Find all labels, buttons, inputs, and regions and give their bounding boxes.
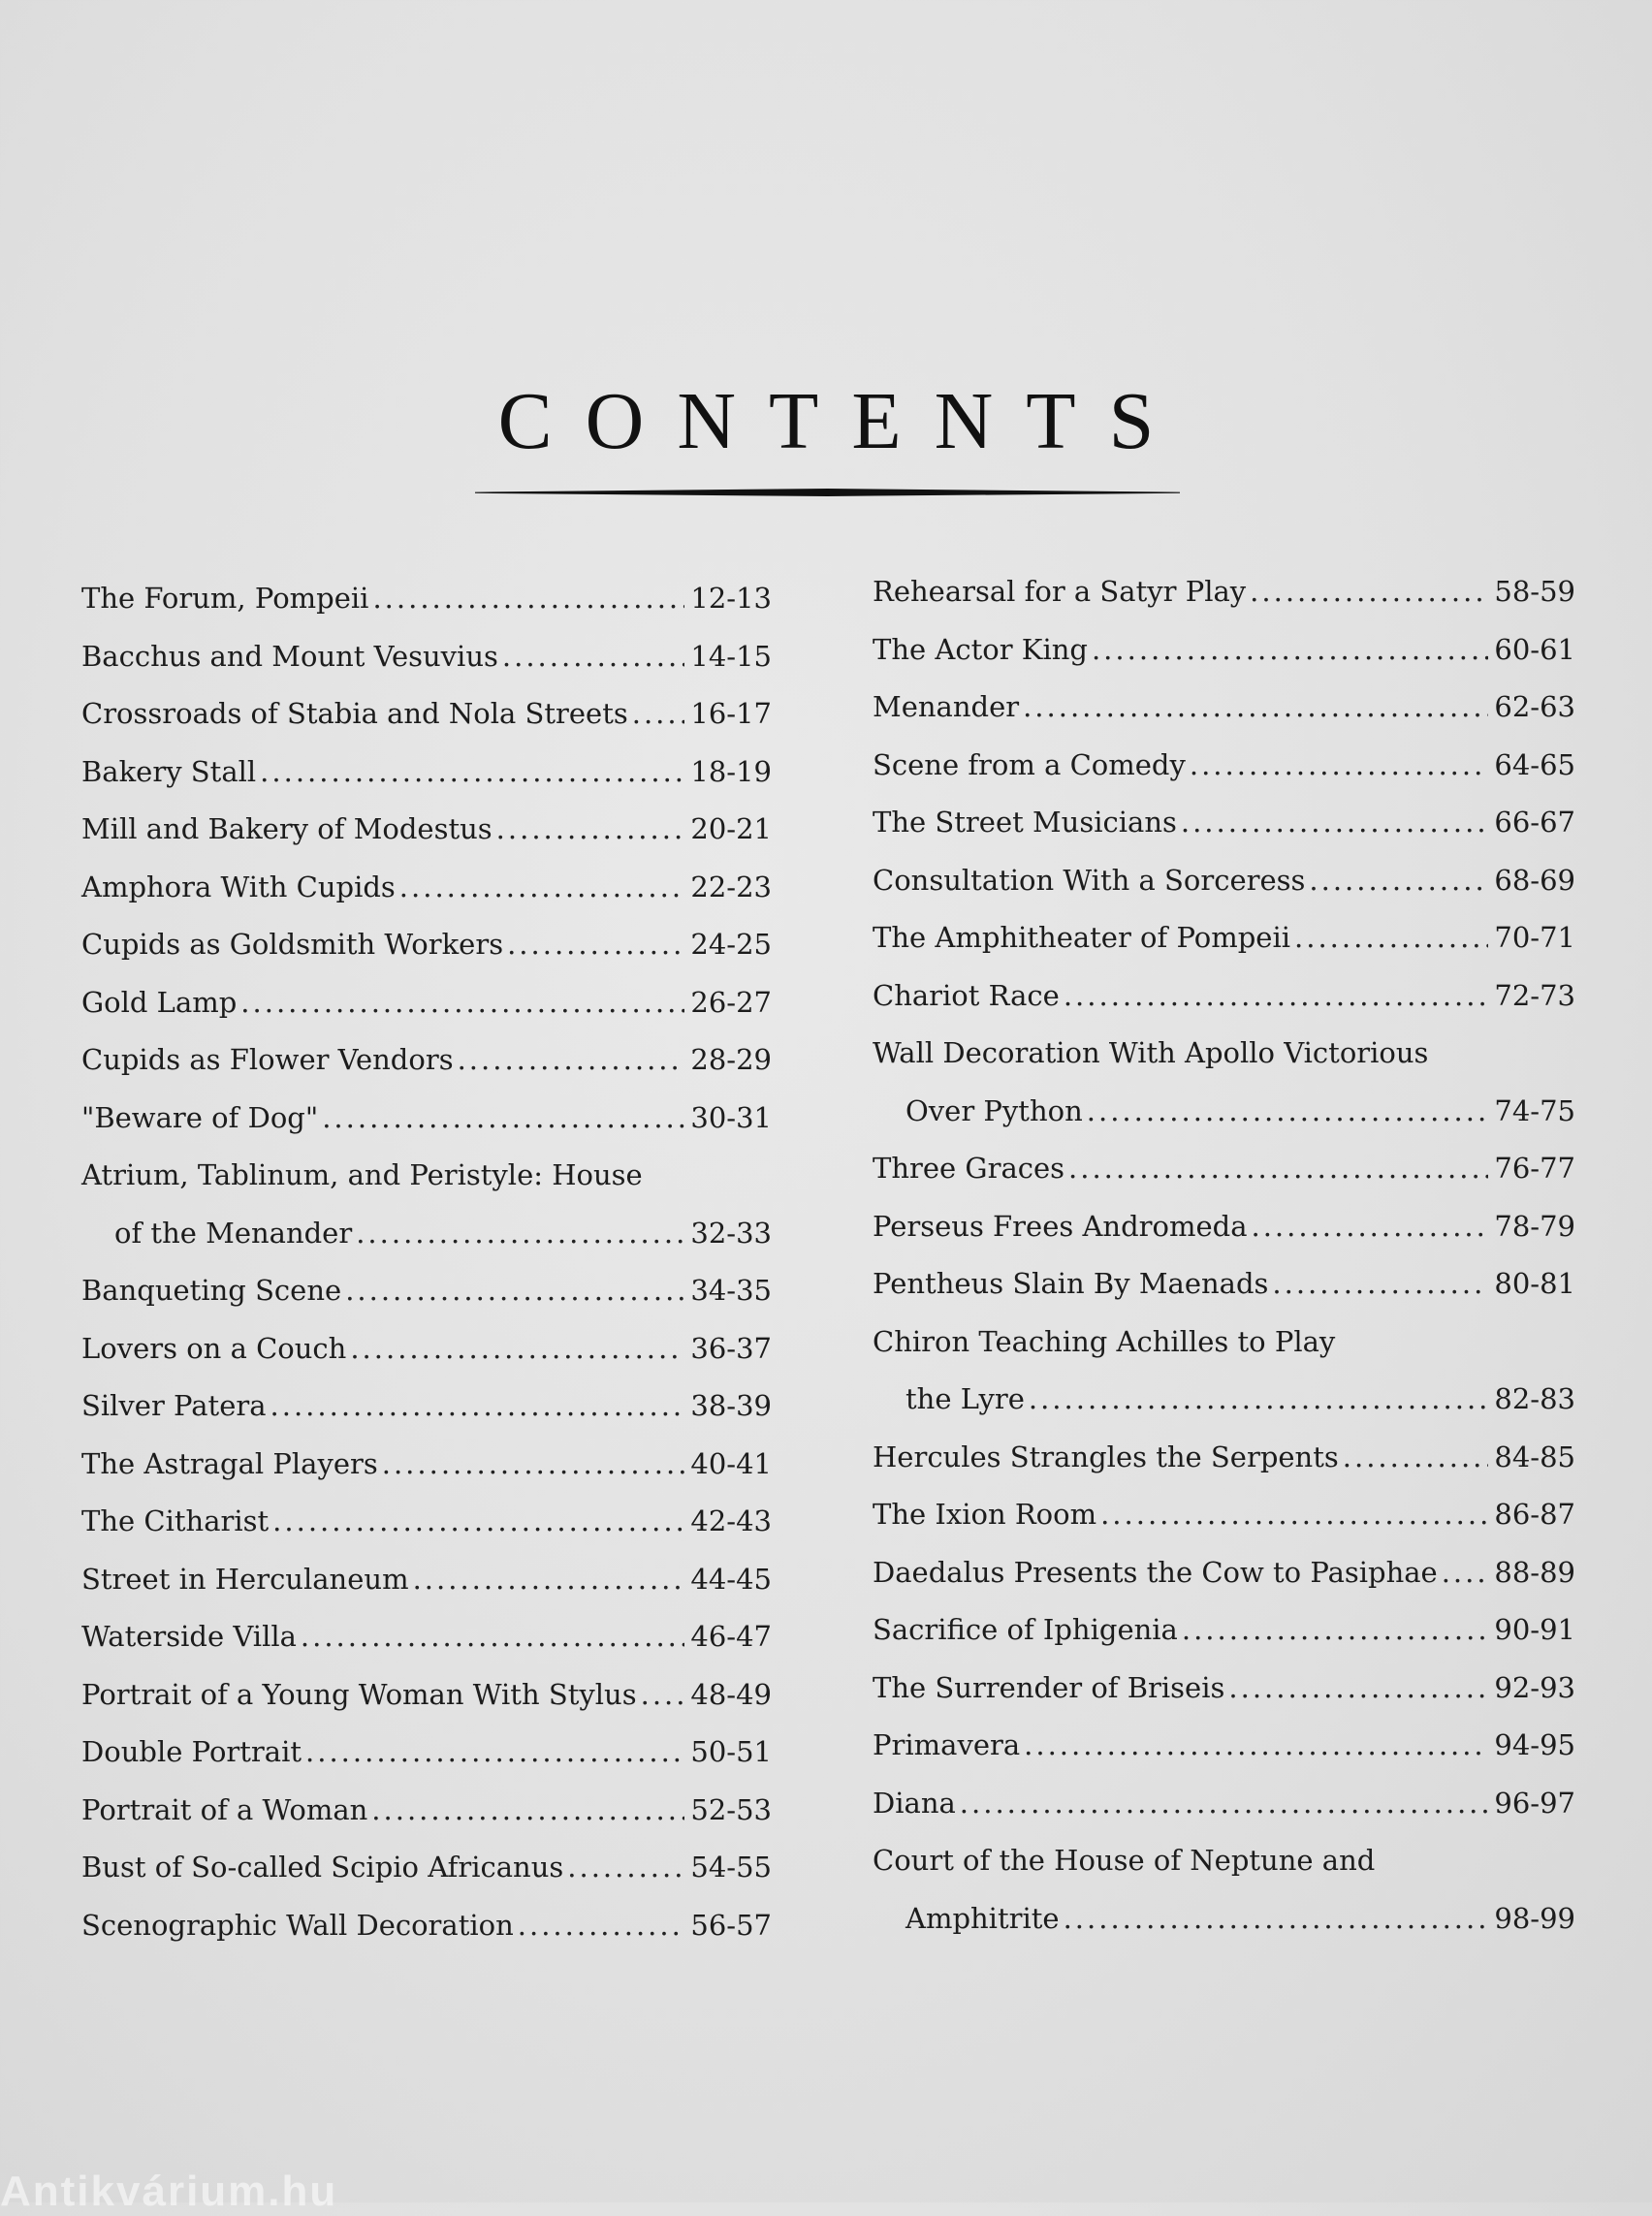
toc-entry-pages: 88-89: [1494, 1555, 1575, 1589]
toc-entry: [873, 1440, 1575, 1499]
toc-entry: [873, 1728, 1575, 1787]
toc-entry-title: Over Python: [905, 1093, 1083, 1127]
toc-entry-pages: 58-59: [1494, 575, 1575, 608]
toc-entry-title: Hercules Strangles the Serpents: [873, 1440, 1339, 1473]
toc-entry: [873, 1844, 1575, 1902]
toc-entry: [81, 755, 772, 813]
toc-entry: [873, 864, 1575, 922]
toc-entry-pages: 32-33: [690, 1216, 772, 1250]
dot-leader: [1068, 1152, 1488, 1185]
dot-leader: [272, 1504, 684, 1537]
toc-entry: [81, 928, 772, 986]
dot-leader: [356, 1217, 684, 1250]
toc-entry: [873, 1267, 1575, 1325]
toc-entry-title: Sacrifice of Iphigenia: [873, 1613, 1178, 1646]
toc-entry-pages: 14-15: [690, 639, 772, 673]
toc-entry-title: Cupids as Goldsmith Workers: [81, 928, 504, 961]
toc-entry-pages: 66-67: [1494, 806, 1575, 839]
toc-entry: [81, 1389, 772, 1447]
toc-entry-pages: 54-55: [690, 1851, 772, 1884]
dot-leader: [567, 1851, 684, 1884]
toc-entry: [81, 1793, 772, 1852]
toc-entry-title: of the Menander: [114, 1216, 353, 1250]
dot-leader: [1343, 1440, 1489, 1473]
toc-entry-title: Daedalus Presents the Cow to Pasiphae: [873, 1555, 1438, 1589]
toc-entry: [873, 1498, 1575, 1556]
toc-entry-title: Bust of So-called Scipio Africanus: [81, 1851, 564, 1884]
toc-entry: [873, 690, 1575, 748]
toc-entry: [873, 921, 1575, 979]
toc-entry: [81, 1158, 772, 1217]
toc-entry-title: Primavera: [873, 1728, 1021, 1761]
toc-entry-title: Scenographic Wall Decoration: [81, 1908, 514, 1942]
toc-entry-pages: 44-45: [690, 1562, 772, 1596]
dot-leader: [1029, 1382, 1489, 1415]
dot-leader: [502, 640, 685, 673]
page-title: CONTENTS: [497, 376, 1188, 467]
dot-leader: [1100, 1498, 1488, 1531]
toc-entry-pages: 22-23: [690, 870, 772, 903]
toc-entry-pages: 20-21: [690, 812, 772, 845]
toc-entry: [873, 979, 1575, 1037]
dot-leader: [382, 1447, 685, 1480]
toc-entry: [81, 582, 772, 640]
dot-leader: [1181, 806, 1489, 839]
toc-entry: [873, 1902, 1575, 1960]
toc-entry-title: Bakery Stall: [81, 754, 257, 788]
toc-entry-pages: 92-93: [1494, 1670, 1575, 1704]
toc-entry-pages: 94-95: [1494, 1728, 1575, 1761]
toc-entry-title: Chariot Race: [873, 978, 1060, 1012]
toc-entry: [81, 1043, 772, 1101]
toc-entry-title: Double Portrait: [81, 1735, 302, 1768]
toc-entry-title: Rehearsal for a Satyr Play: [873, 575, 1247, 608]
toc-entry-pages: 72-73: [1494, 978, 1575, 1012]
toc-entry-pages: 62-63: [1494, 690, 1575, 723]
toc-entry: [81, 1332, 772, 1390]
toc-entry-pages: 16-17: [690, 697, 772, 730]
dot-leader: [1023, 690, 1488, 723]
toc-entry-pages: 42-43: [690, 1504, 772, 1537]
toc-entry-pages: 96-97: [1494, 1786, 1575, 1820]
toc-entry-title: Lovers on a Couch: [81, 1331, 347, 1365]
toc-entry-pages: 52-53: [690, 1792, 772, 1826]
toc-entry-pages: 18-19: [690, 754, 772, 788]
dot-leader: [413, 1563, 685, 1596]
dot-leader: [1250, 575, 1488, 608]
toc-entry-title: Chiron Teaching Achilles to Play: [873, 1324, 1336, 1358]
dot-leader: [1442, 1556, 1489, 1589]
toc-entry: [873, 1671, 1575, 1729]
toc-entry-title: Court of the House of Neptune and: [873, 1844, 1376, 1877]
toc-entry-pages: 70-71: [1494, 921, 1575, 954]
dot-leader: [305, 1735, 684, 1768]
dot-leader: [632, 697, 685, 730]
toc-entry-title: Three Graces: [873, 1152, 1065, 1185]
toc-entry-title: Gold Lamp: [81, 985, 238, 1019]
dot-leader: [960, 1787, 1489, 1820]
dot-leader: [1272, 1267, 1488, 1300]
toc-entry: [873, 748, 1575, 807]
toc-entry-title: Mill and Bakery of Modestus: [81, 812, 492, 845]
dot-leader: [1309, 864, 1488, 897]
toc-entry: [81, 640, 772, 698]
toc-entry-title: Banqueting Scene: [81, 1274, 342, 1307]
toc-entry-title: Amphitrite: [905, 1901, 1060, 1935]
dot-leader: [260, 755, 684, 788]
dot-leader: [1024, 1728, 1488, 1761]
toc-entry-title: The Actor King: [873, 632, 1088, 666]
toc-entry-pages: 24-25: [690, 928, 772, 961]
toc-entry-pages: 86-87: [1494, 1498, 1575, 1531]
toc-entry-pages: 90-91: [1494, 1613, 1575, 1646]
toc-entry-title: Cupids as Flower Vendors: [81, 1043, 454, 1076]
toc-entry-title: Diana: [873, 1786, 956, 1820]
dot-leader: [641, 1678, 685, 1711]
toc-entry-title: Amphora With Cupids: [81, 870, 396, 903]
toc-entry: [81, 1274, 772, 1332]
contents-left-column: [81, 582, 772, 1966]
dot-leader: [350, 1332, 684, 1365]
toc-entry-pages: 68-69: [1494, 863, 1575, 897]
toc-entry-pages: 30-31: [690, 1100, 772, 1134]
toc-entry-title: Crossroads of Stabia and Nola Streets: [81, 697, 628, 730]
toc-entry-pages: 74-75: [1494, 1093, 1575, 1127]
toc-entry-title: Pentheus Slain By Maenads: [873, 1267, 1269, 1300]
toc-entry: [81, 1101, 772, 1159]
toc-entry-pages: 78-79: [1494, 1209, 1575, 1243]
toc-entry-title: the Lyre: [905, 1382, 1025, 1415]
toc-entry-title: The Astragal Players: [81, 1446, 378, 1480]
toc-entry-title: Menander: [873, 690, 1020, 723]
toc-entry-title: Atrium, Tablinum, and Peristyle: House: [81, 1158, 643, 1191]
toc-entry: [873, 633, 1575, 691]
toc-entry: [873, 1152, 1575, 1210]
toc-entry-pages: 80-81: [1494, 1267, 1575, 1300]
toc-entry: [873, 1382, 1575, 1440]
toc-entry-pages: 64-65: [1494, 747, 1575, 781]
toc-entry-pages: 60-61: [1494, 632, 1575, 666]
dot-leader: [399, 871, 685, 903]
toc-entry: [873, 1787, 1575, 1845]
toc-entry: [81, 1735, 772, 1793]
toc-entry-title: Portrait of a Woman: [81, 1792, 368, 1826]
dot-leader: [240, 986, 684, 1019]
toc-entry: [873, 1094, 1575, 1153]
toc-entry: [873, 806, 1575, 864]
toc-entry: [81, 1678, 772, 1736]
toc-entry-pages: 12-13: [690, 582, 772, 615]
dot-leader: [507, 928, 684, 961]
toc-entry-pages: 34-35: [690, 1274, 772, 1307]
toc-entry: [81, 1217, 772, 1275]
dot-leader: [518, 1909, 685, 1942]
dot-leader: [458, 1043, 685, 1076]
dot-leader: [372, 582, 684, 615]
toc-entry-title: Portrait of a Young Woman With Stylus: [81, 1677, 637, 1711]
toc-entry-pages: 50-51: [690, 1735, 772, 1768]
toc-entry: [873, 1325, 1575, 1383]
toc-entry: [81, 812, 772, 871]
dot-leader: [371, 1793, 684, 1826]
toc-entry-pages: 40-41: [690, 1446, 772, 1480]
toc-entry-title: Silver Patera: [81, 1389, 267, 1422]
toc-entry: [81, 986, 772, 1044]
toc-entry-pages: 48-49: [690, 1677, 772, 1711]
dot-leader: [1294, 921, 1488, 954]
toc-entry-pages: 26-27: [690, 985, 772, 1019]
dot-leader: [1182, 1613, 1489, 1646]
toc-entry-title: Waterside Villa: [81, 1620, 297, 1653]
toc-entry-pages: 38-39: [690, 1389, 772, 1422]
toc-entry-title: The Street Musicians: [873, 806, 1177, 839]
watermark: Antikvárium.hu: [0, 2168, 338, 2215]
toc-entry-pages: 98-99: [1494, 1901, 1575, 1935]
toc-entry-pages: 36-37: [690, 1331, 772, 1365]
toc-entry-title: Bacchus and Mount Vesuvius: [81, 639, 498, 673]
toc-entry-title: The Ixion Room: [873, 1498, 1097, 1531]
toc-entry: [873, 1210, 1575, 1268]
toc-entry: [81, 697, 772, 755]
dot-leader: [496, 812, 685, 845]
toc-entry: [873, 575, 1575, 633]
dot-leader: [1252, 1210, 1489, 1243]
toc-entry-title: Wall Decoration With Apollo Victorious: [873, 1036, 1429, 1069]
toc-entry-pages: 28-29: [690, 1043, 772, 1076]
toc-entry: [873, 1613, 1575, 1671]
toc-entry: [81, 1563, 772, 1621]
toc-entry: [81, 1851, 772, 1909]
dot-leader: [301, 1620, 684, 1653]
dot-leader: [270, 1389, 685, 1422]
toc-entry-pages: 46-47: [690, 1620, 772, 1653]
toc-entry-title: Street in Herculaneum: [81, 1562, 409, 1596]
toc-entry: [873, 1036, 1575, 1094]
dot-leader: [1064, 1902, 1489, 1935]
toc-entry: [873, 1556, 1575, 1614]
toc-entry-pages: 76-77: [1494, 1152, 1575, 1185]
toc-entry-pages: 84-85: [1494, 1440, 1575, 1473]
toc-entry-title: The Citharist: [81, 1504, 270, 1537]
toc-entry: [81, 871, 772, 929]
dot-leader: [345, 1274, 684, 1307]
dot-leader: [1228, 1671, 1488, 1704]
toc-entry: [81, 1504, 772, 1563]
dot-leader: [1064, 979, 1489, 1012]
toc-entry-title: "Beware of Dog": [81, 1100, 319, 1134]
dot-leader: [1087, 1094, 1489, 1127]
dot-leader: [322, 1101, 684, 1134]
toc-entry: [81, 1620, 772, 1678]
title-underline-rule: [475, 489, 1180, 496]
dot-leader: [1092, 633, 1488, 666]
toc-entry-title: Scene from a Comedy: [873, 747, 1186, 781]
toc-entry: [81, 1447, 772, 1505]
contents-right-column: [873, 575, 1575, 1959]
toc-entry-title: The Amphitheater of Pompeii: [873, 921, 1291, 954]
toc-entry-title: The Forum, Pompeii: [81, 582, 369, 615]
toc-entry-pages: 56-57: [690, 1908, 772, 1942]
toc-entry: [81, 1909, 772, 1967]
toc-entry-pages: 82-83: [1494, 1382, 1575, 1415]
toc-entry-title: The Surrender of Briseis: [873, 1670, 1225, 1704]
toc-entry-title: Perseus Frees Andromeda: [873, 1209, 1248, 1243]
toc-entry-title: Consultation With a Sorceress: [873, 863, 1306, 897]
dot-leader: [1190, 748, 1489, 781]
